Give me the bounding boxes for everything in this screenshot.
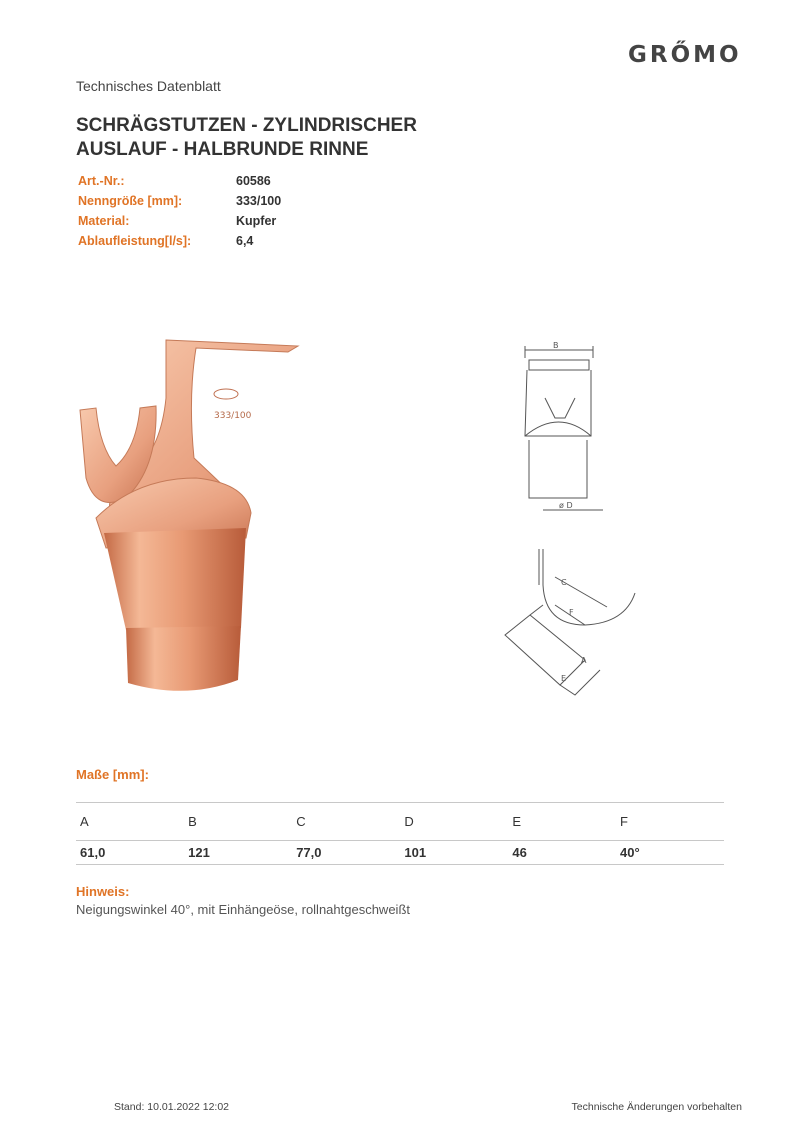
note-heading: Hinweis: bbox=[76, 884, 130, 899]
spec-value: Kupfer bbox=[236, 214, 277, 228]
dimensions-heading: Maße [mm]: bbox=[76, 767, 149, 782]
spec-label: Art.-Nr.: bbox=[78, 174, 125, 188]
column-header: E bbox=[508, 803, 616, 841]
product-image bbox=[76, 338, 306, 700]
document-type: Technisches Datenblatt bbox=[76, 78, 221, 94]
dim-label-e: E bbox=[561, 674, 567, 683]
column-header: B bbox=[184, 803, 292, 841]
dim-label-c: C bbox=[561, 578, 567, 587]
spec-value: 333/100 bbox=[236, 194, 282, 208]
spec-value: 60586 bbox=[236, 174, 271, 188]
note-text: Neigungswinkel 40°, mit Einhängeöse, rollnahtgeschweißt bbox=[76, 902, 410, 917]
front-view-drawing bbox=[515, 338, 615, 518]
table-header-row bbox=[76, 803, 724, 841]
spec-row-material bbox=[78, 214, 281, 234]
footer-date: Stand: 10.01.2022 12:02 bbox=[114, 1101, 230, 1113]
table-cell: 101 bbox=[400, 841, 508, 865]
spec-value: 6,4 bbox=[236, 234, 254, 248]
spec-label: Ablaufleistung[l/s]: bbox=[78, 234, 192, 248]
table-cell: 40° bbox=[616, 841, 724, 865]
title-line-2: AUSLAUF - HALBRUNDE RINNE bbox=[76, 139, 369, 160]
dim-label-a: A bbox=[581, 656, 587, 665]
side-view-drawing bbox=[495, 545, 645, 700]
table-cell: 121 bbox=[184, 841, 292, 865]
table-cell: 46 bbox=[508, 841, 616, 865]
dim-label-d: ø D bbox=[559, 501, 573, 510]
column-header: A bbox=[76, 803, 184, 841]
product-stamp: 333/100 bbox=[214, 411, 252, 421]
dim-label-f: F bbox=[569, 608, 574, 617]
title-line-1: SCHRÄGSTUTZEN - ZYLINDRISCHER bbox=[76, 115, 417, 136]
spec-row-art-nr bbox=[78, 174, 281, 194]
footer-disclaimer: Technische Änderungen vorbehalten bbox=[571, 1101, 742, 1113]
page-title bbox=[76, 114, 496, 162]
spec-row-ablaufleistung bbox=[78, 234, 281, 254]
column-header: F bbox=[616, 803, 724, 841]
brand-logo: GRŐMO bbox=[628, 42, 742, 68]
column-header: C bbox=[292, 803, 400, 841]
table-row bbox=[76, 841, 724, 865]
table-cell: 77,0 bbox=[292, 841, 400, 865]
column-header: D bbox=[400, 803, 508, 841]
spec-label: Nenngröße [mm]: bbox=[78, 194, 183, 208]
spec-list bbox=[78, 174, 281, 254]
spec-row-nenngroesse bbox=[78, 194, 281, 214]
spec-label: Material: bbox=[78, 214, 130, 228]
table-cell: 61,0 bbox=[76, 841, 184, 865]
dim-label-b: B bbox=[553, 341, 559, 350]
dimensions-table bbox=[76, 802, 724, 865]
